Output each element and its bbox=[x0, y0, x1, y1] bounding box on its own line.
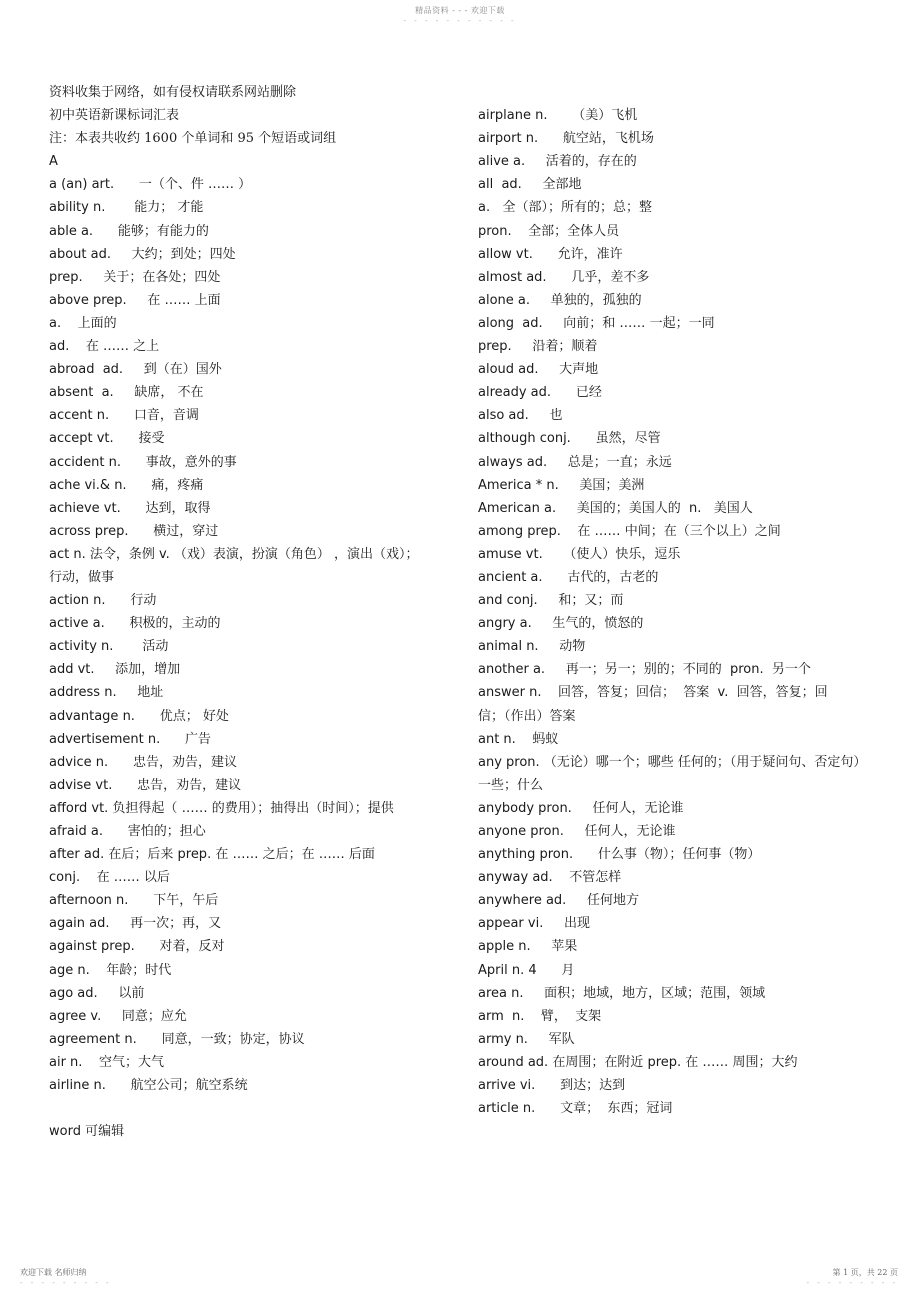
vocab-entry: angry a. 生气的，愤怒的 bbox=[478, 616, 644, 632]
vocab-entry: among prep. 在 …… 中间；在（三个以上）之间 bbox=[478, 523, 781, 539]
vocab-entry: 行动，做事 bbox=[49, 569, 115, 585]
vocab-entry: America * n. 美国；美洲 bbox=[478, 477, 645, 493]
top-dash-line: - - - - - - - - - - - bbox=[403, 17, 517, 25]
vocab-entry: aloud ad. 大声地 bbox=[478, 362, 599, 378]
vocab-entry: always ad. 总是；一直；永远 bbox=[478, 454, 672, 470]
vocab-entry: activity n. 活动 bbox=[49, 639, 169, 655]
document-title: 初中英语新课标词汇表 bbox=[49, 108, 180, 124]
vocab-entry: again ad. 再一次；再，又 bbox=[49, 916, 222, 932]
vocab-entry: ancient a. 古代的，古老的 bbox=[478, 569, 659, 585]
vocab-entry: prep. 沿着；顺着 bbox=[478, 339, 598, 355]
vocab-entry: alive a. 活着的，存在的 bbox=[478, 154, 637, 170]
vocab-entry: already ad. 已经 bbox=[478, 385, 602, 401]
vocab-entry: a (an) art. 一（个、件 …… ） bbox=[49, 177, 252, 193]
vocab-entry: allow vt. 允许，准许 bbox=[478, 246, 623, 262]
top-watermark: 精品资料 - - - 欢迎下载 bbox=[415, 6, 505, 15]
vocab-entry: prep. 关于；在各处；四处 bbox=[49, 269, 221, 285]
vocab-entry: alone a. 单独的，孤独的 bbox=[478, 292, 642, 308]
vocab-entry: anywhere ad. 任何地方 bbox=[478, 893, 639, 909]
vocab-entry: accept vt. 接受 bbox=[49, 431, 165, 447]
vocab-entry: any pron. （无论）哪一个；哪些 任何的；（用于疑问句、否定句）一些；什么 bbox=[478, 754, 867, 793]
vocab-entry: another a. 再一；另一；别的；不同的 pron. 另一个 bbox=[478, 662, 811, 678]
vocab-entry: 信；（作出）答案 bbox=[478, 708, 576, 724]
vocab-entry: army n. 军队 bbox=[478, 1031, 575, 1047]
vocab-entry: ability n. 能力； 才能 bbox=[49, 200, 204, 216]
vocab-entry: arrive vi. 到达；达到 bbox=[478, 1078, 626, 1094]
vocab-entry: also ad. 也 bbox=[478, 408, 563, 424]
vocab-entry: airport n. 航空站，飞机场 bbox=[478, 131, 654, 147]
vocab-entry: anyway ad. 不管怎样 bbox=[478, 870, 622, 886]
vocab-entry: anyone pron. 任何人，无论谁 bbox=[478, 824, 676, 839]
vocab-entry: along ad. 向前；和 …… 一起；一同 bbox=[478, 315, 715, 331]
vocab-entry: afternoon n. 下午，午后 bbox=[49, 893, 219, 909]
vocab-entry: air n. 空气；大气 bbox=[49, 1054, 164, 1070]
page-number: 第 1 页，共 22 页 bbox=[832, 1268, 898, 1277]
vocab-entry: a. 全（部）；所有的；总；整 bbox=[478, 200, 652, 216]
vocab-entry: anybody pron. 任何人，无论谁 bbox=[478, 800, 684, 816]
summary-note: 注：本表共收约 1600 个单词和 95 个短语或词组 bbox=[49, 131, 337, 147]
vocab-entry: all ad. 全部地 bbox=[478, 177, 582, 193]
footer-dash-right: - - - - - - - - - bbox=[806, 1279, 898, 1287]
vocab-entry: and conj. 和；又；而 bbox=[478, 593, 624, 609]
right-column bbox=[478, 81, 878, 1120]
vocab-entry: airplane n. （美）飞机 bbox=[478, 108, 638, 124]
vocab-entry: airline n. 航空公司；航空系统 bbox=[49, 1078, 248, 1094]
vocab-entry: agree v. 同意；应允 bbox=[49, 1008, 187, 1024]
vocab-entry: around ad. 在周围；在附近 prep. 在 …… 周围；大约 bbox=[478, 1054, 798, 1070]
vocab-entry: apple n. 苹果 bbox=[478, 939, 578, 955]
vocab-entry: amuse vt. （使人）快乐，逗乐 bbox=[478, 546, 681, 562]
vocab-entry: April n. 4 月 bbox=[478, 962, 575, 978]
vocab-entry: active a. 积极的，主动的 bbox=[49, 616, 221, 632]
vocab-entry: although conj. 虽然，尽管 bbox=[478, 431, 661, 447]
vocab-entry: article n. 文章； 东西；冠词 bbox=[478, 1101, 673, 1117]
vocab-entry: address n. 地址 bbox=[49, 685, 164, 701]
vocab-entry: advise vt. 忠告，劝告，建议 bbox=[49, 777, 242, 793]
copyright-note: 资料收集于网络，如有侵权请联系网站删除 bbox=[49, 85, 297, 100]
vocab-entry: ache vi.& n. 痛，疼痛 bbox=[49, 477, 204, 493]
footer-dash-left: - - - - - - - - - bbox=[20, 1279, 112, 1287]
vocab-entry: afford vt. 负担得起（ …… 的费用）；抽得出（时间）；提供 bbox=[49, 800, 394, 816]
vocab-entry: add vt. 添加，增加 bbox=[49, 662, 181, 678]
vocab-entry: ago ad. 以前 bbox=[49, 985, 145, 1001]
vocab-entry: area n. 面积；地域，地方，区域；范围，领域 bbox=[478, 985, 766, 1001]
vocab-entry: advantage n. 优点； 好处 bbox=[49, 708, 229, 724]
vocab-entry: pron. 全部；全体人员 bbox=[478, 223, 620, 239]
vocab-entry: ad. 在 …… 之上 bbox=[49, 339, 160, 355]
vocab-entry: ant n. 蚂蚁 bbox=[478, 731, 559, 747]
vocab-entry: a. 上面的 bbox=[49, 315, 117, 331]
vocab-entry: across prep. 横过，穿过 bbox=[49, 523, 219, 539]
left-column bbox=[49, 81, 449, 1143]
vocab-entry: advice n. 忠告，劝告，建议 bbox=[49, 754, 237, 770]
vocab-entry: appear vi. 出现 bbox=[478, 916, 591, 932]
editable-note: word 可编辑 bbox=[49, 1124, 125, 1140]
vocab-entry: after ad. 在后；后来 prep. 在 …… 之后；在 …… 后面 bbox=[49, 847, 375, 863]
vocab-entry: about ad. 大约；到处；四处 bbox=[49, 246, 236, 262]
section-letter: A bbox=[49, 154, 58, 170]
vocab-entry: against prep. 对着，反对 bbox=[49, 939, 225, 955]
spacer bbox=[49, 1097, 449, 1120]
vocab-entry: absent a. 缺席， 不在 bbox=[49, 385, 204, 401]
spacer bbox=[478, 81, 878, 104]
vocab-entry: agreement n. 同意，一致；协定，协议 bbox=[49, 1031, 305, 1047]
vocab-entry: animal n. 动物 bbox=[478, 639, 586, 655]
vocab-entry: arm n. 臂， 支架 bbox=[478, 1008, 602, 1024]
footer-left-text: 欢迎下载 名师归纳 bbox=[20, 1268, 87, 1277]
vocab-entry: answer n. 回答，答复；回信； 答案 v. 回答，答复；回 bbox=[478, 685, 828, 701]
vocab-entry: advertisement n. 广告 bbox=[49, 731, 212, 747]
vocab-entry: afraid a. 害怕的；担心 bbox=[49, 824, 206, 839]
vocab-entry: accident n. 事故，意外的事 bbox=[49, 454, 237, 470]
vocab-entry: almost ad. 几乎，差不多 bbox=[478, 269, 650, 285]
vocab-entry: abroad ad. 到（在）国外 bbox=[49, 362, 222, 378]
vocab-entry: anything pron. 什么事（物）；任何事（物） bbox=[478, 847, 761, 863]
vocab-entry: above prep. 在 …… 上面 bbox=[49, 292, 221, 308]
vocab-entry: American a. 美国的；美国人的 n. 美国人 bbox=[478, 500, 753, 516]
vocab-entry: act n. 法令，条例 v. （戏）表演，扮演（角色） ，演出（戏）； bbox=[49, 546, 419, 562]
vocab-entry: able a. 能够；有能力的 bbox=[49, 223, 209, 239]
vocab-entry: accent n. 口音，音调 bbox=[49, 408, 199, 424]
vocab-entry: age n. 年龄；时代 bbox=[49, 962, 172, 978]
vocab-entry: achieve vt. 达到，取得 bbox=[49, 500, 211, 516]
vocab-entry: conj. 在 …… 以后 bbox=[49, 870, 170, 886]
vocab-entry: action n. 行动 bbox=[49, 593, 157, 609]
